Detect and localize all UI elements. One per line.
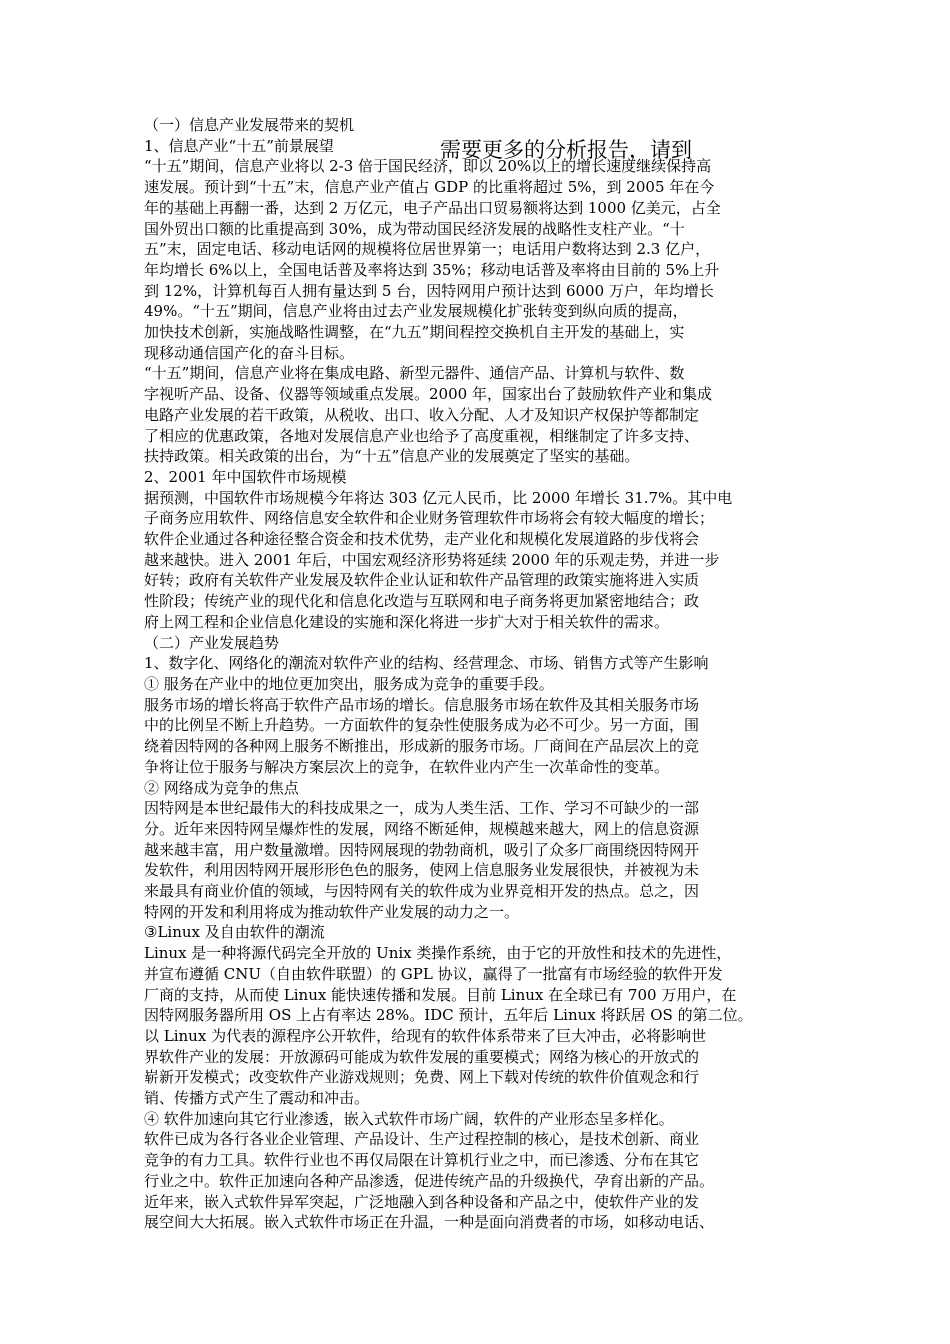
text-line: 销、传播方式产生了震动和冲击。 xyxy=(144,1089,370,1108)
text-line: 分。近年来因特网呈爆炸性的发展，网络不断延伸，规模越来越大，网上的信息资源 xyxy=(144,819,700,838)
text-line: 特网的开发和利用将成为推动软件产业发展的动力之一。 xyxy=(144,902,520,921)
text-line: 行业之中。软件正加速向各种产品渗透，促进传统产品的升级换代，孕育出新的产品。 xyxy=(144,1171,715,1190)
document-body xyxy=(144,115,824,1233)
text-line: “十五”期间，信息产业将在集成电路、新型元器件、通信产品、计算机与软件、数 xyxy=(144,364,685,383)
text-line: Linux 是一种将源代码完全开放的 Unix 类操作系统，由于它的开放性和技术的先进性， xyxy=(144,944,732,963)
text-line: 五”末，固定电话、移动电话网的规模将位居世界第一；电话用户数将达到 2.3 亿户， xyxy=(144,240,711,259)
text-line: 了相应的优惠政策，各地对发展信息产业也给予了高度重视，相继制定了许多支持、 xyxy=(144,426,700,445)
text-line: （一）信息产业发展带来的契机 xyxy=(144,116,355,134)
text-line: 国外贸出口额的比重提高到 30%，成为带动国民经济发展的战略性支柱产业。“十 xyxy=(144,219,685,238)
text-line: 据预测，中国软件市场规模今年将达 303 亿元人民币，比 2000 年增长 31.7%。其中电 xyxy=(144,488,733,507)
text-line: 来最具有商业价值的领域，与因特网有关的软件成为业界竞相开发的热点。总之，因 xyxy=(144,882,700,901)
text-line: 软件已成为各行各业企业管理、产品设计、生产过程控制的核心，是技术创新、商业 xyxy=(144,1130,700,1149)
text-line: 争将让位于服务与解决方案层次上的竞争，在软件业内产生一次革命性的变革。 xyxy=(144,757,670,776)
text-line: （二）产业发展趋势 xyxy=(144,633,280,652)
text-line: 1、数字化、网络化的潮流对软件产业的结构、经营理念、市场、销售方式等产生影响 xyxy=(144,654,709,673)
text-line: 界软件产业的发展：开放源码可能成为软件发展的重要模式；网络为核心的开放式的 xyxy=(144,1047,700,1066)
text-line: ③Linux 及自由软件的潮流 xyxy=(144,923,325,942)
text-line: 年的基础上再翻一番，达到 2 万亿元，电子产品出口贸易额将达到 1000 亿美元，占全 xyxy=(144,198,721,217)
text-line: ② 网络成为竞争的焦点 xyxy=(144,778,299,797)
text-line: 现移动通信国产化的奋斗目标。 xyxy=(144,343,355,362)
text-line: “十五”期间，信息产业将以 2-3 倍于国民经济，即以 20%以上的增长速度继续保持高 xyxy=(144,157,712,176)
promo-overlay-text: 需要更多的分析报告，请到 xyxy=(440,138,692,162)
text-line: 越来越丰富，用户数量激增。因特网展现的勃勃商机，吸引了众多厂商围绕因特网开 xyxy=(144,840,700,859)
text-line: 到 12%，计算机每百人拥有量达到 5 台，因特网用户预计达到 6000 万户，年均增长 xyxy=(144,281,714,300)
text-line: 绕着因特网的各种网上服务不断推出，形成新的服务市场。厂商间在产品层次上的竞 xyxy=(144,737,700,756)
text-line: ① 服务在产业中的地位更加突出，服务成为竞争的重要手段。 xyxy=(144,674,554,693)
text-line: 2、2001 年中国软件市场规模 xyxy=(144,467,347,486)
text-line: 崭新开发模式；改变软件产业游戏规则；免费、网上下载对传统的软件价值观念和行 xyxy=(144,1068,700,1087)
text-line: 加快技术创新，实施战略性调整，在“九五”期间程控交换机自主开发的基础上，实 xyxy=(144,323,685,342)
text-line: 展空间大大拓展。嵌入式软件市场正在升温，一种是面向消费者的市场，如移动电话、 xyxy=(144,1213,715,1232)
text-line: 速发展。预计到“十五”末，信息产业产值占 GDP 的比重将超过 5%，到 2005 年在今 xyxy=(144,178,715,197)
text-line: 1、信息产业“十五”前景展望 xyxy=(144,136,334,155)
text-line: 并宣布遵循 CNU（自由软件联盟）的 GPL 协议，赢得了一批富有市场经验的软件开发 xyxy=(144,964,723,983)
text-line: 因特网是本世纪最伟大的科技成果之一，成为人类生活、工作、学习不可缺少的一部 xyxy=(144,799,700,818)
text-line: 性阶段；传统产业的现代化和信息化改造与互联网和电子商务将更加紧密地结合；政 xyxy=(144,592,700,611)
text-line: 子商务应用软件、网络信息安全软件和企业财务管理软件市场将会有较大幅度的增长； xyxy=(144,509,715,528)
text-line: 越来越快。进入 2001 年后，中国宏观经济形势将延续 2000 年的乐观走势，并进一步 xyxy=(144,550,720,569)
text-line: 以 Linux 为代表的源程序公开软件，给现有的软件体系带来了巨大冲击，必将影响世 xyxy=(144,1026,707,1045)
text-line: 好转；政府有关软件产业发展及软件企业认证和软件产品管理的政策实施将进入实质 xyxy=(144,571,700,590)
text-line: 49%。“十五”期间，信息产业将由过去产业发展规模化扩张转变到纵向质的提高， xyxy=(144,302,688,321)
text-line: 软件企业通过各种途径整合资金和技术优势，走产业化和规模化发展道路的步伐将会 xyxy=(144,530,700,549)
text-line: 中的比例呈不断上升趋势。一方面软件的复杂性使服务成为必不可少。另一方面，围 xyxy=(144,716,700,735)
text-line: 府上网工程和企业信息化建设的实施和深化将进一步扩大对于相关软件的需求。 xyxy=(144,612,670,631)
text-line: 发软件，利用因特网开展形形色色的服务，使网上信息服务业发展很快，并被视为未 xyxy=(144,861,700,880)
text-line: 厂商的支持，从而使 Linux 能快速传播和发展。目前 Linux 在全球已有 700 万用户，在 xyxy=(144,985,737,1004)
text-line: 电路产业发展的若干政策，从税收、出口、收入分配、人才及知识产权保护等都制定 xyxy=(144,405,700,424)
text-line: 年均增长 6%以上，全国电话普及率将达到 35%；移动电话普及率将由目前的 5%上升 xyxy=(144,260,720,279)
text-line: 竞争的有力工具。软件行业也不再仅局限在计算机行业之中，而已渗透、分布在其它 xyxy=(144,1151,700,1170)
text-line: 字视听产品、设备、仪器等领域重点发展。2000 年，国家出台了鼓励软件产业和集成 xyxy=(144,385,712,404)
text-line: 近年来，嵌入式软件异军突起，广泛地融入到各种设备和产品之中，使软件产业的发 xyxy=(144,1192,700,1211)
text-line: 因特网服务器所用 OS 上占有率达 28%。IDC 预计，五年后 Linux 将跃居 OS 的第二位。 xyxy=(144,1006,753,1025)
text-line: ④ 软件加速向其它行业渗透，嵌入式软件市场广阔，软件的产业形态呈多样化。 xyxy=(144,1109,674,1128)
text-line: 扶持政策。相关政策的出台，为“十五”信息产业的发展奠定了坚实的基础。 xyxy=(144,447,640,466)
text-line: 服务市场的增长将高于软件产品市场的增长。信息服务市场在软件及其相关服务市场 xyxy=(144,695,700,714)
